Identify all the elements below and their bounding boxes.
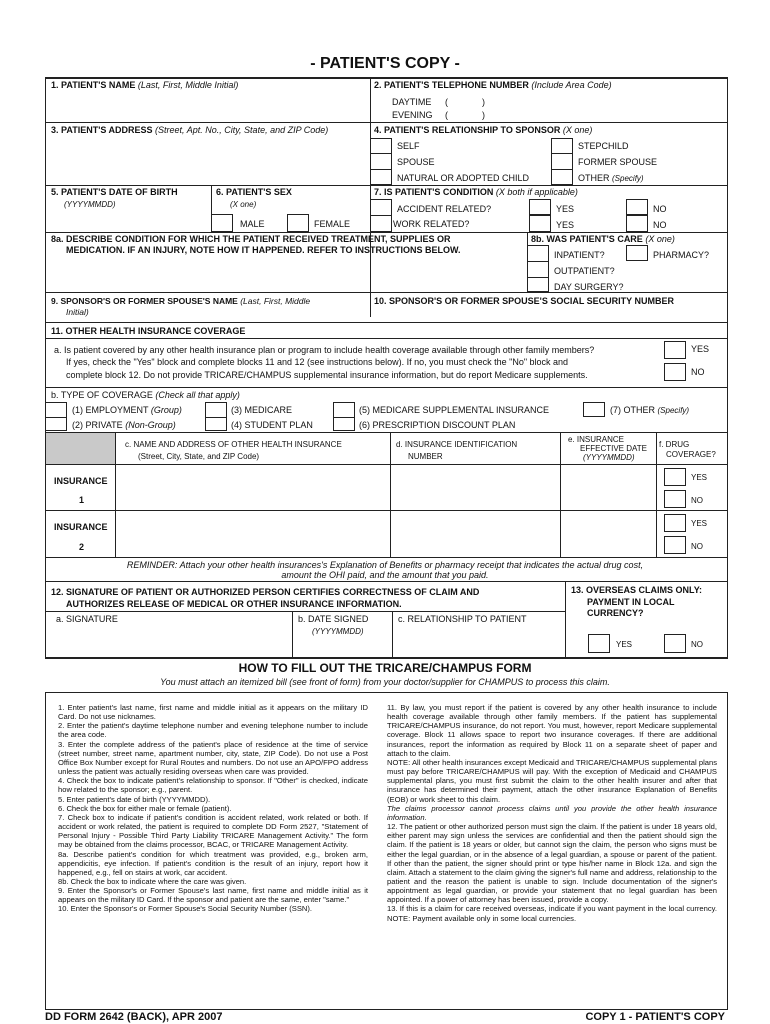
opt-natural-child: NATURAL OR ADOPTED CHILD [397, 173, 530, 183]
form-text: b. TYPE OF COVERAGE [51, 390, 153, 400]
form-text: PATIENT'S SEX [226, 187, 292, 197]
employment-label [72, 405, 182, 416]
vertical-rule [115, 432, 116, 557]
horizontal-rule [45, 510, 728, 511]
page-title: - PATIENT'S COPY - [310, 55, 460, 72]
form-text: 8b. Check the box to indicate where the care was given. [58, 876, 247, 886]
form-text: ( [445, 110, 448, 120]
opt-spouse: SPOUSE [397, 157, 435, 167]
block11a-line1: a. Is patient covered by any other health insurance plan or program to include health coverage available through other family members? [54, 345, 595, 355]
form-text: (YYYYMMDD) [312, 627, 364, 636]
form-text: (Last, First, Middle Initial) [137, 80, 239, 90]
work-no-checkbox[interactable] [626, 215, 648, 232]
col-c-header: c. NAME AND ADDRESS OF OTHER HEALTH INSURANCE [125, 440, 342, 449]
horizontal-rule [45, 611, 565, 612]
form-text: (Specify) [612, 174, 644, 183]
vertical-rule [392, 611, 393, 658]
form-text: PHARMACY? [653, 250, 710, 260]
horizontal-rule [370, 169, 392, 170]
form-text: (Group) [150, 405, 182, 415]
opt-self: SELF [397, 141, 420, 151]
form-text: 8b. WAS PATIENT'S CARE [531, 234, 643, 244]
form-text: PATIENT'S ADDRESS [61, 125, 153, 135]
form-text: (X both if applicable) [495, 187, 578, 197]
work-label: WORK RELATED? [393, 219, 470, 229]
horizontal-rule [333, 417, 355, 418]
horizontal-rule [45, 185, 728, 186]
date-signed-label: b. DATE SIGNED [298, 614, 369, 624]
opt-other [578, 173, 644, 184]
form-text: YES [691, 473, 708, 482]
horizontal-rule [45, 1009, 728, 1010]
coverage-checkbox-7[interactable] [583, 402, 605, 417]
form-text: 6. Check the box for either male or female (patient). [58, 803, 232, 813]
vertical-rule [560, 432, 561, 557]
form-text: NO [691, 367, 705, 377]
form-text: PATIENT'S DATE OF BIRTH [61, 187, 178, 197]
form-text: 3. Enter the complete address of the patient's place of residence at the time of service (street number, street name, apartment number, city, state, ZIP Code). Do not use a Post Office Box Number except for Rural Routes and numbers. Do not use an APO/FPO address unless the patient was actually residing overseas when care was provided. [58, 739, 368, 777]
form-text: NOTE: All other health insurances except Medicaid and TRICARE/CHAMPUS supplemental plans must pay before TRICARE/CHAMPUS will pay. With the exception of Medicaid and CHAMPUS supplemental plans, you must first submit the claim to the other health insurer and after that insurance has determined their payment, attach the other insurance Explanation of Benefits (EOB) or work sheet to this claim. [387, 757, 717, 804]
other-coverage-label [610, 405, 689, 416]
col-e-header: e. INSURANCE [568, 435, 625, 444]
form-text: 9. [51, 296, 59, 306]
form-text: 10. Enter the Sponsor's or Former Spouse's Social Security Number (SSN). [58, 904, 313, 914]
block2-label [374, 80, 612, 91]
relationship-checkbox-column-right[interactable] [551, 138, 573, 185]
insurance-1-drug-yes[interactable] [664, 468, 686, 486]
form-text: (1) EMPLOYMENT [72, 405, 149, 415]
block9-label [51, 296, 310, 307]
insurance-1-label: INSURANCE [54, 476, 108, 486]
male-label: MALE [240, 219, 265, 229]
block11-title: 11. OTHER HEALTH INSURANCE COVERAGE [51, 326, 246, 336]
insurance-2-drug-no[interactable] [664, 536, 686, 554]
block13-line1: 13. OVERSEAS CLAIMS ONLY: [571, 585, 703, 595]
form-text: YES [691, 344, 710, 354]
form-text: ) [482, 110, 485, 120]
form-text: (Street, Apt. No., City, State, and ZIP Code) [155, 125, 329, 135]
horizontal-rule [527, 277, 549, 278]
form-text: OTHER [578, 173, 610, 183]
prescription-discount-label: (6) PRESCRIPTION DISCOUNT PLAN [359, 420, 516, 430]
horizontal-rule [527, 261, 549, 262]
form-text: 1. [51, 80, 59, 90]
horizontal-rule [45, 464, 728, 465]
pharmacy-checkbox[interactable] [626, 245, 648, 261]
other-insurance-no-checkbox[interactable] [664, 363, 686, 381]
form-text: 12. The patient or other authorized person must sign the claim. If the patient is under 18 years old, either parent may sign unless the services are confidential and then the patient should sign the claim. If the patient is 18 years or older, but cannot sign the claim, the person who signs must be either the legal guardian, or in the absence of a legal guardian, a spouse or parent of the patient. If other than the patient, the signer should print or type his/her name in Block 12a. and sign the claim. Attach a statement to the claim giving the signer's full name and address, relationship to the patient and the reason the patient is unable to sign. Include documentation of the signer's appointment as legal guardian, or provide your statement that no legal guardian has been appointed. If a power of attorney has been issued, provide a copy. [387, 822, 717, 905]
horizontal-rule [45, 77, 728, 79]
form-text: PATIENT'S NAME [61, 80, 136, 90]
howto-subtitle: You must attach an itemized bill (see front of form) from your doctor/supplier for CHAMPUS to process this claim. [160, 677, 610, 687]
form-text: IS PATIENT'S CONDITION [384, 187, 494, 197]
block7-label [374, 187, 578, 198]
shaded-cell [46, 433, 115, 464]
block13-line3: CURRENCY? [587, 608, 644, 618]
form-text: 5. [51, 187, 59, 197]
accident-no-checkbox[interactable] [626, 199, 648, 215]
form-text: (YYYYMMDD) [583, 453, 635, 462]
form-text: 4. Check the box to indicate patient's relationship to sponsor. If "Other" is checked, indicate how related to the sponsor; e.g., parent. [58, 776, 368, 795]
opt-stepchild: STEPCHILD [578, 141, 629, 151]
horizontal-rule [45, 122, 728, 123]
vertical-rule [656, 432, 657, 557]
insurance-2-drug-yes[interactable] [664, 514, 686, 532]
reminder-line1: REMINDER: Attach your other health insurances's Explanation of Benefits or pharmacy receipt that indicates the actual drug cost, [126, 560, 644, 570]
col-f-header: f. DRUG [659, 440, 690, 449]
horizontal-rule [45, 692, 728, 693]
col-d-header: d. INSURANCE IDENTIFICATION [396, 440, 518, 449]
vertical-rule [45, 692, 46, 1010]
block1-label [51, 80, 238, 91]
block5-label [51, 187, 178, 198]
block11a-line3: complete block 12. Do not provide TRICARE/CHAMPUS supplemental insurance information, but do report Medicare supplements. [66, 370, 588, 380]
insurance-2-label: INSURANCE [54, 522, 108, 532]
block12-line1: 12. SIGNATURE OF PATIENT OR AUTHORIZED PERSON CERTIFIES CORRECTNESS OF CLAIM AND [51, 587, 480, 597]
work-yes-checkbox[interactable] [529, 215, 551, 232]
signature-field[interactable] [60, 628, 285, 652]
horizontal-rule [45, 338, 728, 339]
form-text: (Non-Group) [125, 420, 176, 430]
block8b-label [531, 234, 675, 245]
daytime-label: DAYTIME [392, 97, 432, 107]
vertical-rule [370, 77, 371, 317]
vertical-rule [565, 581, 566, 658]
form-text: 5. Enter patient's date of birth (YYYYMMDD). [58, 794, 211, 804]
block6-label [216, 187, 292, 198]
coverage-type-label [51, 390, 240, 401]
form-text: (YYYYMMDD) [64, 200, 116, 209]
form-text: 7. Check box to indicate if patient's condition is accident related, work related or both. If accident or work related, the patient is required to complete DD Form 2527, "Statement of Personal Injury - Possible Third Party Liability TRICARE Management Activity." The form may be obtained from the claims processor, BCAC, or TRICARE Management Activity. [58, 812, 368, 850]
opt-former-spouse: FORMER SPOUSE [578, 157, 658, 167]
horizontal-rule [370, 153, 392, 154]
horizontal-rule [45, 232, 728, 233]
form-text: DAY SURGERY? [554, 282, 624, 292]
howto-title: HOW TO FILL OUT THE TRICARE/CHAMPUS FORM [238, 661, 532, 675]
form-text: (X one) [645, 234, 675, 244]
instructions-left [58, 703, 368, 914]
female-checkbox[interactable] [287, 214, 309, 232]
horizontal-rule [551, 169, 573, 170]
horizontal-rule [45, 581, 728, 582]
medicare-supplemental-label: (5) MEDICARE SUPPLEMENTAL INSURANCE [359, 405, 550, 415]
private-label [72, 420, 176, 431]
block13-line2: PAYMENT IN LOCAL [587, 597, 675, 607]
form-text: 11. By law, you must report if the patient is covered by any other health insurance to include health coverage available through other family members. If the patient has supplemental TRICARE/CHAMPUS insurance, do not report. You must, however, report Medicare supplemental coverage. Block 11 allows space to report two insurance coverages. If there are additional insurances, report the information as required by Block 11 on a separate sheet of paper and attach to the claim. [387, 703, 717, 758]
other-insurance-yes-checkbox[interactable] [664, 341, 686, 359]
block4-label [374, 125, 592, 136]
form-text: YES [691, 519, 708, 528]
block12-line2: AUTHORIZES RELEASE OF MEDICAL OR OTHER INSURANCE INFORMATION. [66, 599, 402, 609]
copy-label: COPY 1 - PATIENT'S COPY [585, 1011, 725, 1023]
form-text: NO [653, 204, 667, 214]
form-text: 13. If this is a claim for care received overseas, indicate if you want payment in the local currency. NOTE: Payment available only in some local currencies. [387, 904, 717, 923]
form-text: (X one) [562, 125, 593, 135]
form-text: YES [556, 220, 575, 230]
horizontal-rule [45, 322, 728, 323]
horizontal-rule [45, 432, 728, 433]
overseas-yes-checkbox[interactable] [588, 634, 610, 653]
form-text: 8a. Describe patient's condition for which treatment was provided, e.g., broken arm, appendicitis, eye infection. If patient's condition is the result of an injury, report how it happened, e.g., fell on stairs at work, car accident. [58, 849, 368, 877]
block10-label: 10. SPONSOR'S OR FORMER SPOUSE'S SOCIAL SECURITY NUMBER [374, 296, 674, 306]
vertical-rule [390, 432, 391, 557]
form-text: 9. Enter the Sponsor's or Former Spouse's last name, first name and middle initial as it appears on the military ID Card. If the sponsor and patient are the same, enter "same." [58, 886, 368, 905]
form-text: (Specify) [657, 406, 690, 415]
signature-label: a. SIGNATURE [56, 614, 118, 624]
form-text: EFFECTIVE DATE [580, 444, 647, 453]
block3-label [51, 125, 328, 136]
block8a-line2: MEDICATION. IF AN INJURY, NOTE HOW IT HAPPENED. REFER TO INSTRUCTIONS BELOW. [66, 245, 461, 255]
insurance-1-drug-no[interactable] [664, 490, 686, 508]
horizontal-rule [45, 657, 728, 659]
form-text: Initial) [66, 307, 89, 317]
vertical-rule [727, 692, 728, 1010]
form-text: ( [445, 97, 448, 107]
form-text: (7) OTHER [610, 405, 655, 415]
evening-label: EVENING [392, 110, 433, 120]
relationship-field[interactable] [395, 626, 555, 652]
horizontal-rule [45, 417, 67, 418]
block11a-line2: If yes, check the "Yes" block and complete blocks 11 and 12 (see instructions below). If no, you must check the "No" block and [66, 357, 569, 367]
form-text: SPONSOR'S OR FORMER SPOUSE'S NAME [60, 296, 238, 306]
relationship-label: c. RELATIONSHIP TO PATIENT [398, 614, 527, 624]
form-text: PATIENT'S RELATIONSHIP TO SPONSOR [384, 125, 561, 135]
form-text: 2. Enter the patient's daytime telephone number and evening telephone number to include the area code. [58, 721, 368, 740]
form-text: 4. [374, 125, 382, 135]
medicare-label: (3) MEDICARE [231, 405, 293, 415]
form-text: YES [556, 204, 575, 214]
form-text: OUTPATIENT? [554, 266, 615, 276]
form-text: (Last, First, Middle [240, 296, 311, 306]
form-text: COVERAGE? [666, 450, 716, 459]
relationship-checkbox-column-left[interactable] [370, 138, 392, 185]
form-number: DD FORM 2642 (BACK), APR 2007 [45, 1011, 223, 1023]
overseas-no-checkbox[interactable] [664, 634, 686, 653]
female-label: FEMALE [314, 219, 351, 229]
form-text: NO [691, 640, 703, 649]
accident-label: ACCIDENT RELATED? [397, 204, 492, 214]
form-text: 7. [374, 187, 382, 197]
form-text: (2) PRIVATE [72, 420, 123, 430]
instructions-right [387, 703, 717, 923]
form-text: 2. [374, 80, 382, 90]
horizontal-rule [45, 292, 728, 293]
form-text: 3. [51, 125, 59, 135]
male-checkbox[interactable] [211, 214, 233, 232]
form-text: PATIENT'S TELEPHONE NUMBER [384, 80, 529, 90]
form-text: (X one) [230, 200, 257, 209]
care-checkbox-column[interactable] [527, 245, 549, 292]
form-text: 1. Enter patient's last name, first name and middle initial as it appears on the military ID Card. Do not use nicknames. [58, 703, 368, 722]
form-text: NO [691, 496, 703, 505]
accident-yes-checkbox[interactable] [529, 199, 551, 215]
form-text: NO [691, 542, 703, 551]
horizontal-rule [205, 417, 227, 418]
student-plan-label: (4) STUDENT PLAN [231, 420, 313, 430]
form-text: ) [482, 97, 485, 107]
vertical-rule [292, 611, 293, 658]
horizontal-rule [370, 215, 392, 216]
form-text: 6. [216, 187, 224, 197]
form-text: (Street, City, State, and ZIP Code) [138, 452, 260, 461]
form-text: NO [653, 220, 667, 230]
horizontal-rule [45, 557, 728, 558]
form-text: NUMBER [408, 452, 443, 461]
form-text: YES [616, 640, 633, 649]
reminder-line2: amount the OHI paid, and the amount that you paid. [281, 570, 489, 580]
form-text: The claims processor cannot process claims until you provide the other health insurance information. [387, 803, 717, 822]
form-text: (Include Area Code) [531, 80, 612, 90]
form-text: 2 [79, 542, 85, 552]
phone-field[interactable] [375, 96, 385, 106]
form-text: INPATIENT? [554, 250, 605, 260]
horizontal-rule [551, 153, 573, 154]
block8a-line1: 8a. DESCRIBE CONDITION FOR WHICH THE PATIENT RECEIVED TREATMENT, SUPPLIES OR [51, 234, 451, 244]
horizontal-rule [45, 387, 728, 388]
form-text: (Check all that apply) [155, 390, 240, 400]
form-text: 1 [79, 495, 85, 505]
